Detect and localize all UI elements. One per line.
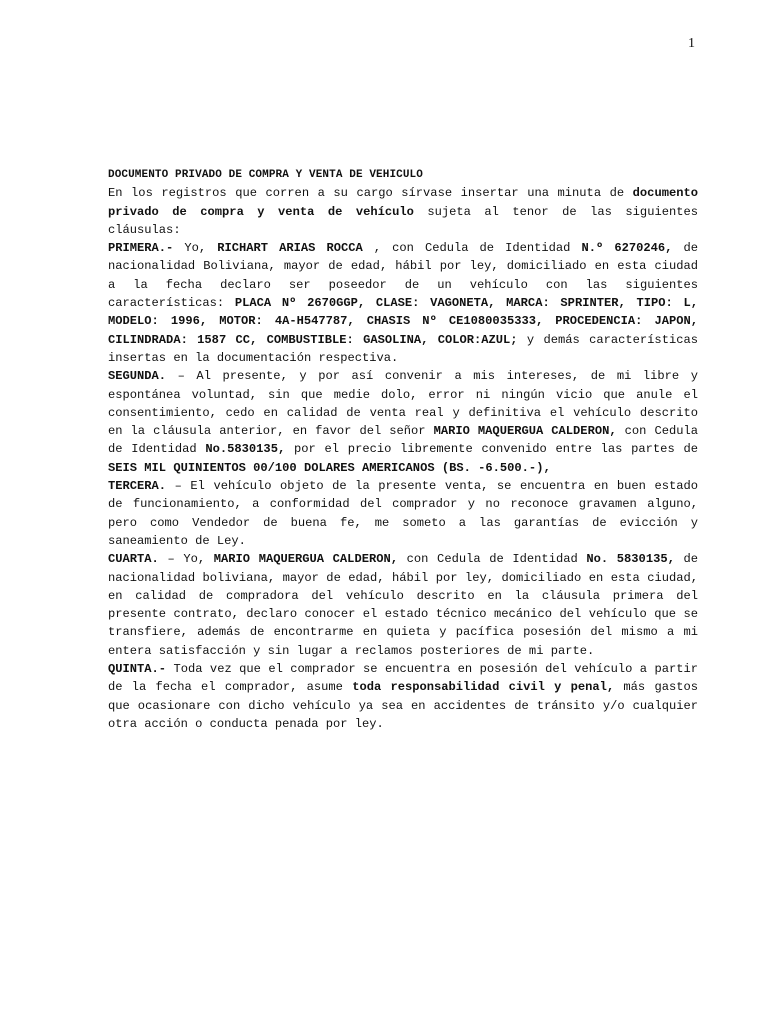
clause-segunda — [108, 367, 698, 477]
text-run: de nacionalidad boliviana, mayor de edad, hábil por ley, domiciliado en esta ciudad, en calidad de compradora del vehículo descrito en la cláusula primera del presente contrato, declaro conocer el estado técnico mecánico del vehículo que se transfiere, además de encontrarme en quieta y pacífica posesión del mismo a mi entera satisfacción y sin lugar a reclamos posteriores de mi parte. — [108, 552, 699, 658]
text-run: por el precio libremente convenido entre las partes de — [285, 442, 698, 457]
document-body — [108, 166, 698, 733]
bold-text-run: CUARTA. — [108, 552, 159, 567]
text-run: En los registros que corren a su cargo sírvase insertar una minuta de — [108, 186, 633, 201]
bold-text-run: PRIMERA.- — [108, 241, 174, 256]
clause-quinta — [108, 660, 698, 733]
bold-text-run: RICHART ARIAS ROCCA — [217, 241, 363, 256]
page-number: 1 — [688, 36, 695, 51]
text-run: con Cedula de Identidad — [108, 424, 699, 457]
text-run: – El vehículo objeto de la presente venta, se encuentra en buen estado de funcionamiento, a conformidad del comprador y no reconoce gravamen alguno, pero como Vendedor de buena fe, me someto a las garantías de evicción y saneamiento de Ley. — [108, 479, 698, 548]
text-run: y demás características insertas en la documentación respectiva. — [108, 332, 698, 365]
text-run: sujeta al tenor de las siguientes cláusulas: — [108, 204, 698, 237]
clause-primera — [108, 239, 698, 367]
text-run: más gastos que ocasionare con dicho vehículo ya sea en accidentes de tránsito y/o cualquier otra acción o conducta penada por ley. — [108, 680, 698, 731]
text-run: – Yo, — [158, 552, 214, 567]
bold-text-run: PLACA Nº 2670GGP, CLASE: VAGONETA, MARCA: SPRINTER, TIPO: L, MODELO: 1996, MOTOR: 4A-H547787, CHASIS Nº CE1080035333, PROCEDENCIA: JAPON, CILINDRADA: 1587 CC, COMBUSTIBLE: GASOLINA, COLOR:AZUL; — [108, 296, 698, 347]
bold-text-run: No. 5830135, — [586, 552, 675, 567]
text-run: , con Cedula de Identidad — [362, 241, 582, 256]
bold-text-run: TERCERA. — [108, 479, 167, 494]
clause-tercera — [108, 477, 698, 550]
intro-paragraph — [108, 184, 698, 239]
bold-text-run: SEIS MIL QUINIENTOS 00/100 DOLARES AMERICANOS (BS. -6.500.-), — [108, 460, 551, 475]
clause-cuarta — [108, 550, 698, 660]
bold-text-run: MARIO MAQUERGUA CALDERON, — [213, 552, 398, 567]
bold-text-run: MARIO MAQUERGUA CALDERON, — [433, 424, 617, 439]
bold-text-run: No.5830135, — [205, 442, 286, 457]
bold-text-run: SEGUNDA. — [108, 369, 167, 384]
bold-text-run: QUINTA.- — [108, 662, 167, 677]
document-title: DOCUMENTO PRIVADO DE COMPRA Y VENTA DE VEHICULO — [108, 169, 423, 181]
bold-text-run: documento privado de compra y venta de vehículo — [108, 186, 698, 219]
text-run: Toda vez que el comprador se encuentra en posesión del vehículo a partir de la fecha el comprador, asume — [108, 662, 698, 695]
text-run: con Cedula de Identidad — [398, 552, 587, 567]
bold-text-run: N.º 6270246, — [581, 241, 673, 256]
text-run: Yo, — [173, 241, 218, 256]
bold-text-run: toda responsabilidad civil y penal, — [352, 680, 615, 695]
text-run: de nacionalidad Boliviana, mayor de edad, hábil por ley, domiciliado en esta ciudad a la fecha declaro ser poseedor de un vehículo con las siguientes características: — [108, 241, 698, 311]
text-run: – Al presente, y por así convenir a mis intereses, de mi libre y espontánea voluntad, sin que medie dolo, error ni ningún vicio que anule el consentimiento, cedo en calidad de venta real y definitiva el vehículo descrito en la cláusula anterior, en favor del señor — [108, 369, 698, 439]
